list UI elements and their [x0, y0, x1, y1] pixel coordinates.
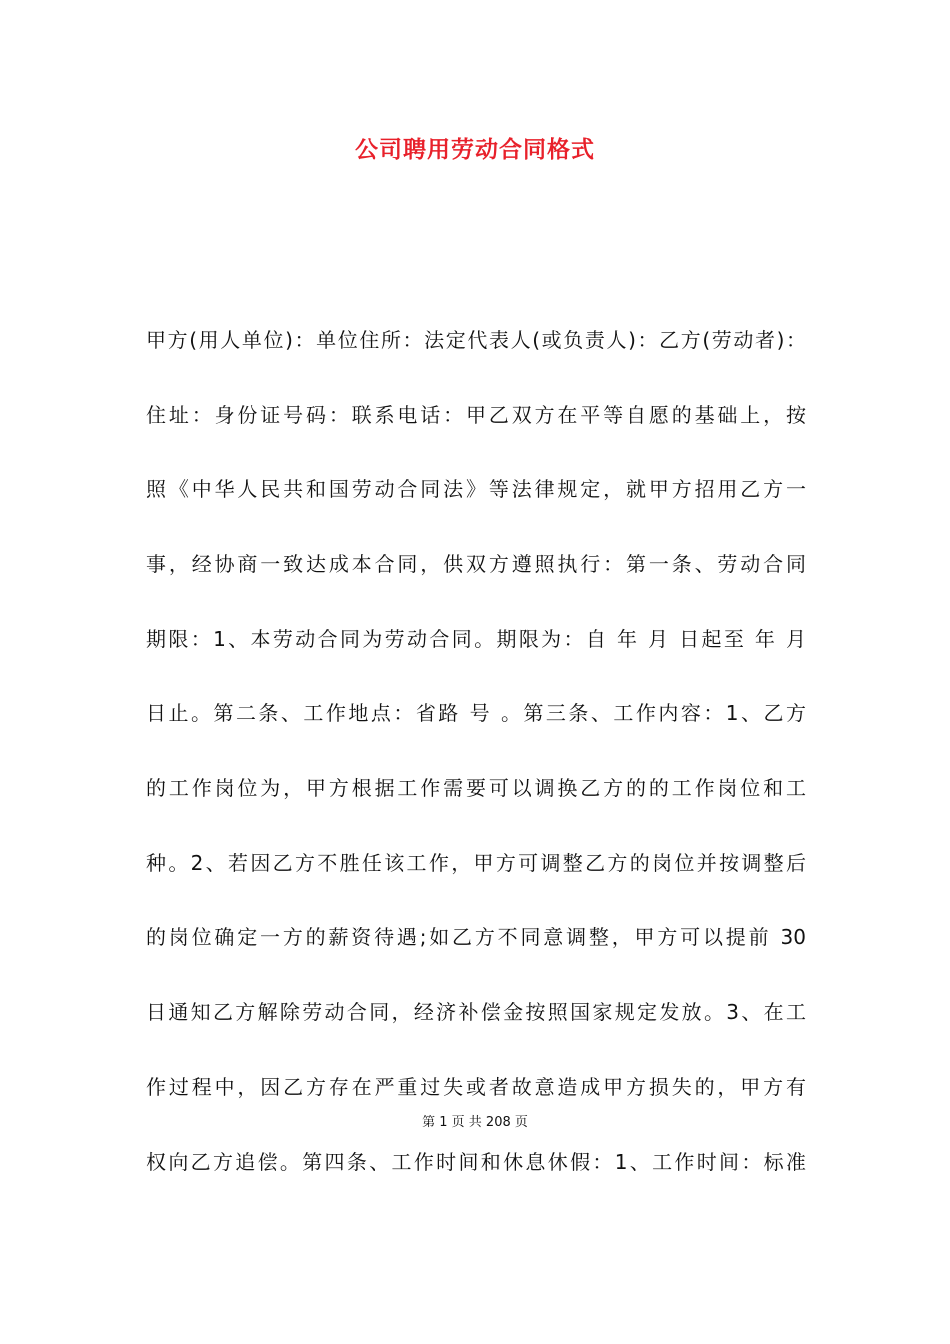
document-title: 公司聘用劳动合同格式: [355, 137, 595, 163]
body-line-5: 期限：1、本劳动合同为劳动合同。期限为：自 年 月 日起至 年 月: [146, 627, 806, 651]
body-line-10: 日通知乙方解除劳动合同，经济补偿金按照国家规定发放。3、在工: [146, 1000, 806, 1024]
body-line-9: 的岗位确定一方的薪资待遇;如乙方不同意调整，甲方可以提前 30: [146, 925, 806, 949]
body-line-8: 种。2、若因乙方不胜任该工作，甲方可调整乙方的岗位并按调整后: [146, 851, 806, 875]
body-line-6: 日止。第二条、工作地点：省路 号 。第三条、工作内容：1、乙方: [146, 701, 806, 725]
body-line-12: 权向乙方追偿。第四条、工作时间和休息休假：1、工作时间：标准: [146, 1150, 806, 1174]
body-line-3: 照《中华人民共和国劳动合同法》等法律规定，就甲方招用乙方一: [146, 477, 806, 501]
body-line-7: 的工作岗位为，甲方根据工作需要可以调换乙方的的工作岗位和工: [146, 776, 806, 800]
body-line-11: 作过程中，因乙方存在严重过失或者故意造成甲方损失的，甲方有: [146, 1075, 806, 1099]
page-number-footer: 第 1 页 共 208 页: [422, 1115, 528, 1130]
body-line-1: 甲方(用人单位)：单位住所：法定代表人(或负责人)：乙方(劳动者)：: [146, 328, 806, 352]
body-line-2: 住址：身份证号码：联系电话：甲乙双方在平等自愿的基础上，按: [146, 403, 806, 427]
body-line-4: 事，经协商一致达成本合同，供双方遵照执行：第一条、劳动合同: [146, 552, 806, 576]
